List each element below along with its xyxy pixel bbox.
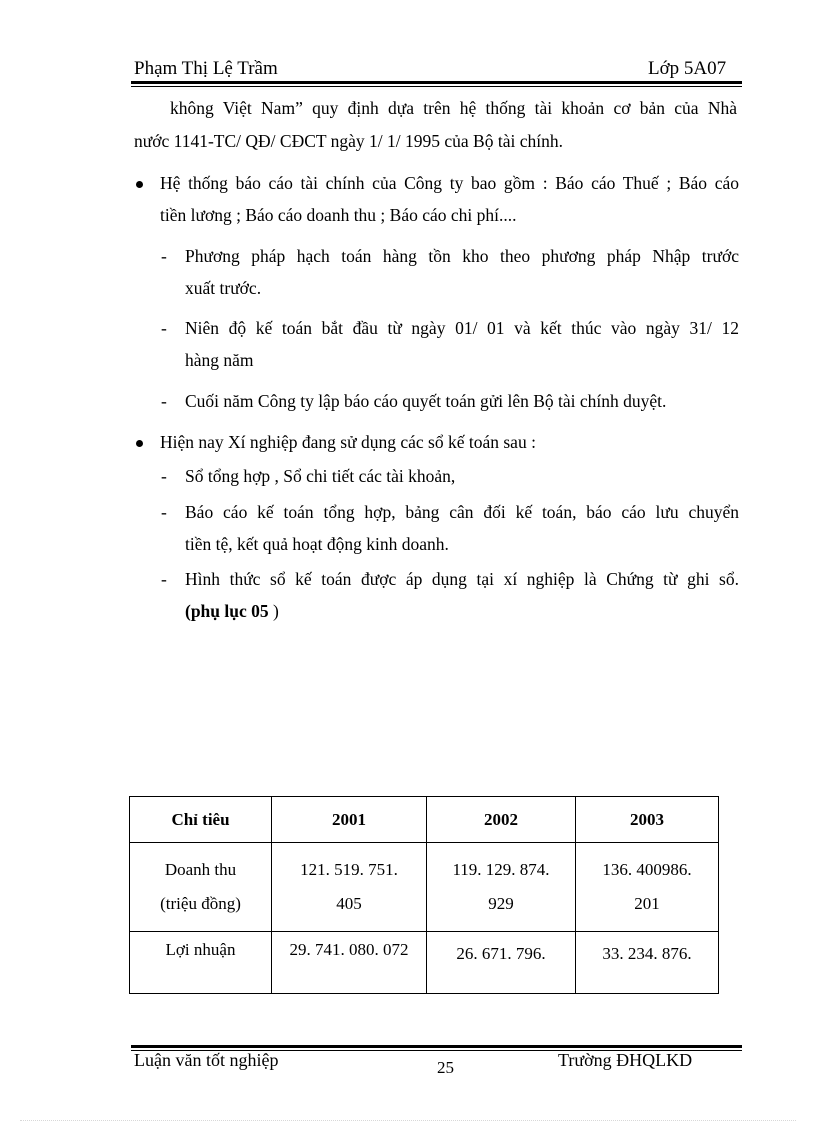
dash2-line-1: Niên độ kế toán bắt đầu từ ngày 01/ 01 và kết thúc vào ngày 31/ 12: [185, 318, 739, 338]
row-label-line: Doanh thu: [164, 860, 237, 879]
financial-table: [129, 796, 719, 994]
row-label: [130, 843, 272, 932]
cell-line: 119. 129. 874.: [452, 860, 550, 879]
cell-line: 929: [488, 894, 514, 913]
appendix-close: ): [273, 601, 279, 621]
header-cell: 2001: [272, 797, 427, 843]
dash-marker: -: [161, 246, 167, 266]
cell-2001: [272, 843, 427, 932]
dash-marker: -: [161, 569, 167, 589]
row-label: Lợi nhuận: [130, 932, 272, 994]
cell-line: 405: [336, 894, 362, 913]
appendix-reference: (phụ lục 05: [185, 601, 269, 621]
footer-left: Luận văn tốt nghiệp: [134, 1050, 279, 1070]
intro-line-2: nước 1141-TC/ QĐ/ CĐCT ngày 1/ 1/ 1995 của Bộ tài chính.: [134, 131, 563, 151]
header-class: Lớp 5A07: [648, 58, 727, 79]
bullet-icon: [136, 181, 143, 188]
bullet1-line-2: tiền lương ; Báo cáo doanh thu ; Báo cáo chi phí....: [160, 205, 517, 225]
cell-2003: 33. 234. 876.: [576, 932, 719, 994]
cell-line: 136. 400986.: [602, 860, 692, 879]
header-author: Phạm Thị Lệ Trầm: [134, 58, 278, 79]
cell-2003: [576, 843, 719, 932]
header-cell: Chỉ tiêu: [130, 797, 272, 843]
dash1-line-2: xuất trước.: [185, 278, 262, 298]
footer-rule-thick: [131, 1045, 742, 1048]
page-edge-divider: [20, 1120, 796, 1121]
table-row: [130, 932, 719, 994]
dash4-line-1: Sổ tổng hợp , Sổ chi tiết các tài khoản,: [185, 466, 456, 486]
dash5-line-1: Báo cáo kế toán tổng hợp, bảng cân đối kế toán, báo cáo lưu chuyển: [185, 502, 739, 522]
header-cell: 2002: [427, 797, 576, 843]
dash-marker: -: [161, 502, 167, 522]
cell-2002: [427, 843, 576, 932]
footer-right: Trường ĐHQLKD: [558, 1050, 693, 1070]
intro-line-1: không Việt Nam” quy định dựa trên hệ thống tài khoản cơ bản của Nhà: [170, 98, 737, 118]
page-number: 25: [437, 1058, 454, 1077]
dash3-line-1: Cuối năm Công ty lập báo cáo quyết toán gửi lên Bộ tài chính duyệt.: [185, 391, 667, 411]
header-rule-thick: [131, 81, 742, 84]
row-label-line: (triệu đồng): [160, 894, 241, 913]
header-rule-thin: [131, 86, 742, 87]
dash5-line-2: tiền tệ, kết quả hoạt động kinh doanh.: [185, 534, 449, 554]
dash-marker: -: [161, 391, 167, 411]
bullet-icon: [136, 440, 143, 447]
dash2-line-2: hàng năm: [185, 350, 254, 370]
dash1-line-1: Phương pháp hạch toán hàng tồn kho theo phương pháp Nhập trước: [185, 246, 739, 266]
dash-marker: -: [161, 318, 167, 338]
table-row: [130, 843, 719, 932]
header-cell: 2003: [576, 797, 719, 843]
bullet1-line-1: Hệ thống báo cáo tài chính của Công ty bao gồm : Báo cáo Thuế ; Báo cáo: [160, 173, 739, 193]
dash6-line-2: [185, 601, 279, 622]
dash-marker: -: [161, 466, 167, 486]
cell-line: 201: [634, 894, 660, 913]
bullet2-line-1: Hiện nay Xí nghiệp đang sử dụng các sổ kế toán sau :: [160, 432, 536, 452]
cell-2002: 26. 671. 796.: [427, 932, 576, 994]
dash6-line-1: Hình thức sổ kế toán được áp dụng tại xí nghiệp là Chứng từ ghi sổ.: [185, 569, 739, 589]
cell-line: 121. 519. 751.: [300, 860, 398, 879]
cell-2001: 29. 741. 080. 072: [272, 932, 427, 994]
table-header-row: [130, 797, 719, 843]
